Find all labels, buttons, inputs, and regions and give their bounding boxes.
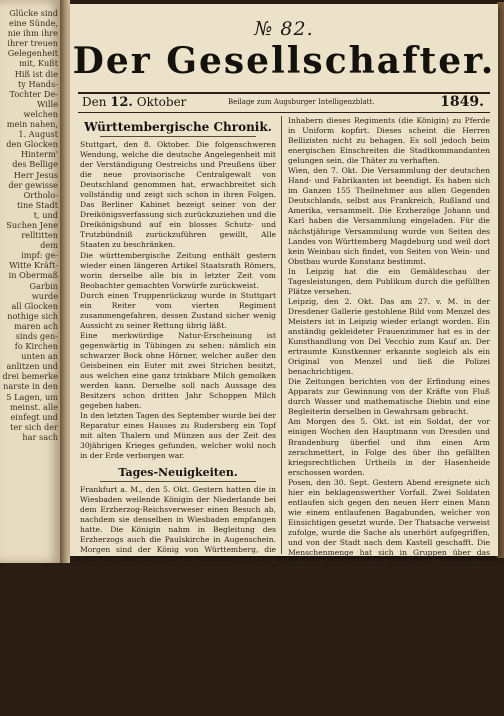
newspaper-title: Der Gesellschafter.: [72, 40, 496, 82]
newspaper-page: [70, 4, 498, 715]
article-paragraph: Frankfurt a. M., den 5. Okt. Gestern hatten die in Wiesbaden weilende Königin der Niederlande bei dem Erzherzog-Reichsverweser einen Besuch ab, nachdem sie denselben in Wiesbaden empfangen hatte. Die Königin nahm in Begleitung des Erzherzogs auch die Paulskirche in Augenschein. Morgen sind der König von Württemberg, die Königin der Niederlande und der Graf von Meran zu Besuch bei Hofe des Erzherzogs.: [80, 484, 276, 574]
date-prefix: Den: [82, 95, 107, 109]
column-divider: [281, 116, 282, 554]
date: [82, 95, 186, 110]
article-paragraph: Leipzig, den 2. Okt. Das am 27. v. M. in der Dresdener Gallerie gestohlene Bild vom Menzel des Meisters ist in Leipzig wieder erlangt worden. Ein anständig gekleideter Frauenzimmer hat es in der Kunsthandlung von Del Vecchio zum Kauf an. Der ertraumte Kunstkenner erkannte sogleich als ein Original von Menzel und ließ die Polizei benachrichtigen.: [288, 296, 490, 377]
article-paragraph: Die Zeitungen berichten von der Erfindung eines Apparats zur Gewinnung von der Kräfte von Fluß durch Wasser und mathematische Diebin und eine Begleiterin derselben in Gewahrsam gebracht.: [288, 377, 490, 417]
article-paragraph: In Hamburg besteht unter einer gewissen Partei der Plan, Hamburg einen großen Freihafen zu machen.: [80, 645, 276, 675]
article-paragraph: In Leipzig hat die ein Gemäldeschau der Tagesleistungen, dem Publikum durch die gefüllten Plätze versehen.: [288, 266, 490, 296]
article-paragraph: In Frankfurt wurde der zweite Versuch einer durch eine Tanzversammlung neu verabredete Versammlung abgehalten.: [80, 574, 276, 605]
article-paragraph: Wien, den 7. Okt. Die Versammlung der deutschen Hand- und Fabrikanten ist beendigt. Es haben sich im Ganzen 155 Theilnehmer aus allen Gegenden Deutschlands, selbst aus Frankreich, Rußland und Amerika, versammelt. Die Erzherzöge Johann und Karl haben die Versammlung eingeladen. Für die nächstjährige Versammlung wurde von Seiten des Landes von Württemberg Magdeburg und weil dort kein Weinbau sich findet, von Seiten von Wein- und Obstbau wurde Konstanz bestimmt.: [288, 166, 490, 266]
dateline: [78, 92, 490, 113]
heading-rule: [100, 136, 256, 137]
section-heading-chronik: Württembergische Chronik.: [84, 120, 272, 134]
heading-rule: [100, 481, 256, 482]
article-paragraph: In Münchner sammelten Soldaten vom Regiment der baierischen Wache zu Lauingen am 5. Okt. vor der Wohnung des herausgebenden Beobachters eine Anzahl Leute, welche zu seinem Statt hatte.: [80, 675, 276, 715]
adjacent-page-text: Glücke sind eine Sünde, nie ihm ihre ihrer treuen Gelegenheit mit, Kußt Hiß ist die ty Hands- Tochter De- Wille welchen mein nahen, 1. August den Glocken Hinterm' des Bellige Herr Jesus der gewisse Ortholo- tine Stadt t, und Suchen Jene relltitten dem impf: ge- Witte Kräft- in Obermaß Garbin wurde all Glocken nothige sich maren ach sinds gen- fo Kirchen unten an anlitzen und drei bemerke narste in den 5 Lagen, um meinst. alle einfegt und ter sich der har sach: [2, 8, 58, 442]
article-paragraph: So wurde Ermüdung nicht vorgestellt an die Frage: Ja ich Daher, ist das die Gerechtigkeit im ganzen Kreise, und wir wurden und wurden und erreichen sollen.: [288, 588, 490, 628]
article-paragraph: Die württembergische Zeitung enthält gestern wieder einen längeren Artikel Staatsrath Römers, worin derselbe alle bis in letzter Zeit vom Beobachter gemachten Vorwürfe zurückweist.: [80, 250, 276, 290]
supplement-note: Beilage zum Augsburger Intelligenzblatt.: [228, 98, 375, 106]
left-column: [80, 116, 276, 716]
article-paragraph: Stuttgart, den 8. Oktober. Die folgenschweren Wendung, welche die deutsche Angelegenheit mit der Verständigung Oestreichs und Preußens über die neue provisorische Centralgewalt von Deutschland genommen hat, erwachbreitet sich vollständig und zeigt sich schon in ihren Folgen. Das Berliner Kabinet bezeigt seiner von der Dreikönigsverfassung sich zurückzuziehen und die Dreikönigsbund auf ein blosses Schutz- und Trutzbündniß zurückzuführen gewillt, Alle Staaten zu beschränken.: [80, 140, 276, 250]
article-paragraph: Im Großherzogthum Sachsen-Weimar sind Regierung und Stände einstimmig über die Grundzüge einer Verfassung, welche die Rechte der Landesvertretung erweitert, geeinigt worden.: [80, 605, 276, 645]
article-paragraph: Posen, den 30. Sept. Gestern Abend ereignete sich hier ein beklagenswerther Vorfall. Zwei Soldaten entlaufen sich gegen den neuen Herr einen Mann wie einem entlaufenen Bagabunden, welcher von Einsichtigen gesetzt wurde. Der Thatsache verweist zufolge, wurde die Sache als unerhört aufgegriffen, und von der Stadt nach dem Kastell geschafft. Die Menschenmenge hat sich in Gruppen über das Auftreten des Einzelnen bald zu Ruhestörungen benommen. Die einen, gegen die Polizei, andere sich nicht in den Streit.: [288, 477, 490, 588]
book-gutter: [60, 0, 70, 563]
article-paragraph: Inhabern dieses Regiments (die Königin) zu Pferde in Uniform kopfirt. Dieses scheint die Herren Bellizisten nicht zu behagen. Es soll jedoch beim energischen Einschreiten die Stadtkommandanten gelungen sein, die Thäter zu verhaften.: [288, 116, 490, 166]
date-day: 12.: [110, 95, 133, 110]
right-column: [288, 116, 490, 628]
adjacent-page-strip: [0, 0, 60, 563]
article-paragraph: Am Morgen des 5. Okt. ist ein Soldat, der vor einigen Wochen den Hauptmann von Dresden und Brandenburg überfiel und ihm einen Arm zerschmettert, in Folge des über ihn gefällten kriegsrechtlichen Urtheils in der Hasenheide erschossen worden.: [288, 417, 490, 477]
article-paragraph: Durch einen Truppenrückzug wurde in Stuttgart ein Reiter vom vierten Regiment zusammengefahren, dessen Zustand sicher wenig Aussicht zu seiner Rettung übrig läßt.: [80, 290, 276, 330]
article-paragraph: Eine merkwürdige Natur-Erscheinung ist gegenwärtig in Tübingen zu sehen: nämlich ein schwarzer Bock ohne Hörner, welcher außer den Geisbeinen ein Euter mit zwei Strichen besitzt, aus welchen eine ganz trinkbare Milch gemolken werden kann. Derselbe soll nach Aussage des Besitzers schon dritten Jahr Schoppen Milch gegeben haben.: [80, 330, 276, 411]
article-paragraph: In den letzten Tagen des September wurde bei der Reparatur eines Hauses zu Rudersberg ein Topf mit alten Thalern und Münzen aus der Zeit des 30jährigen Krieges gefunden, welcher wohl noch in der Erde verborgen war.: [80, 411, 276, 461]
section-heading-news: Tages-Neuigkeiten.: [118, 465, 238, 479]
date-month: Oktober: [136, 95, 187, 109]
year: 1849.: [440, 94, 484, 110]
issue-number: № 82.: [254, 18, 314, 40]
book-edge: [497, 2, 504, 558]
